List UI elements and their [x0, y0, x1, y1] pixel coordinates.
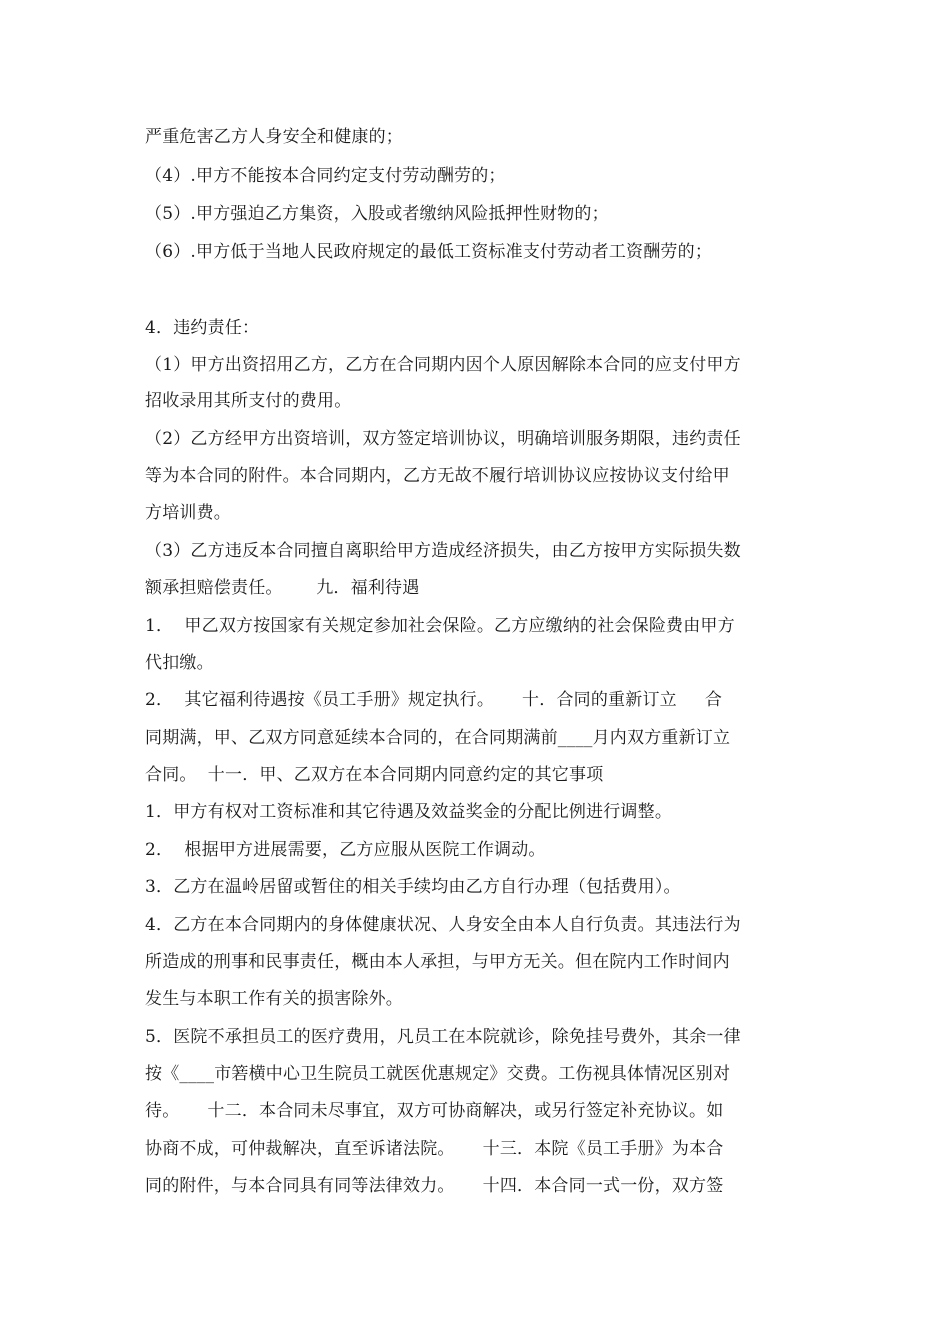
text-line: 额承担赔偿责任。 九．福利待遇 — [145, 578, 420, 598]
text-line: 发生与本职工作有关的损害除外。 — [145, 989, 403, 1009]
text-line: 同的附件，与本合同具有同等法律效力。 十四．本合同一式一份，双方签 — [145, 1176, 724, 1196]
text-line: 等为本合同的附件。本合同期内，乙方无故不履行培训协议应按协议支付给甲 — [145, 466, 730, 486]
text-line: 3．乙方在温岭居留或暂住的相关手续均由乙方自行办理（包括费用）。 — [145, 877, 681, 897]
text-line: 所造成的刑事和民事责任，概由本人承担，与甲方无关。但在院内工作时间内 — [145, 952, 730, 972]
text-line: （1）甲方出资招用乙方，乙方在合同期内因个人原因解除本合同的应支付甲方 — [145, 355, 741, 375]
text-line: （5）.甲方强迫乙方集资，入股或者缴纳风险抵押性财物的； — [145, 204, 609, 224]
text-line: （2）乙方经甲方出资培训，双方签定培训协议，明确培训服务期限，违约责任 — [145, 429, 741, 449]
text-line: 同期满，甲、乙双方同意延续本合同的，在合同期满前____月内双方重新订立 — [145, 728, 731, 748]
text-line: 2． 根据甲方进展需要，乙方应服从医院工作调动。 — [145, 840, 546, 860]
text-line: 招收录用其所支付的费用。 — [145, 391, 352, 411]
text-line: 代扣缴。 — [145, 653, 214, 673]
section-heading: 4．违约责任： — [145, 318, 260, 338]
text-line: 待。 十二．本合同未尽事宜，双方可协商解决，或另行签定补充协议。如 — [145, 1101, 724, 1121]
text-line: （3）乙方违反本合同擅自离职给甲方造成经济损失，由乙方按甲方实际损失数 — [145, 541, 741, 561]
text-line: 按《____市箬横中心卫生院员工就医优惠规定》交费。工伤视具体情况区别对 — [145, 1064, 731, 1084]
text-line: 2． 其它福利待遇按《员工手册》规定执行。 十．合同的重新订立 合 — [145, 690, 723, 710]
text-line: 1． 甲乙双方按国家有关规定参加社会保险。乙方应缴纳的社会保险费由甲方 — [145, 616, 735, 636]
text-line: （6）.甲方低于当地人民政府规定的最低工资标准支付劳动者工资酬劳的； — [145, 242, 713, 262]
text-line: （4）.甲方不能按本合同约定支付劳动酬劳的； — [145, 166, 506, 186]
text-line: 协商不成，可仲裁解决，直至诉诸法院。 十三．本院《员工手册》为本合 — [145, 1139, 724, 1159]
text-line: 4．乙方在本合同期内的身体健康状况、人身安全由本人自行负责。其违法行为 — [145, 915, 741, 935]
text-line: 合同。 十一．甲、乙双方在本合同期内同意约定的其它事项 — [145, 765, 604, 785]
text-line: 方培训费。 — [145, 503, 231, 523]
text-line: 5．医院不承担员工的医疗费用，凡员工在本院就诊，除免挂号费外，其余一律 — [145, 1027, 741, 1047]
text-line: 严重危害乙方人身安全和健康的； — [145, 127, 403, 147]
text-line: 1．甲方有权对工资标准和其它待遇及效益奖金的分配比例进行调整。 — [145, 802, 673, 822]
